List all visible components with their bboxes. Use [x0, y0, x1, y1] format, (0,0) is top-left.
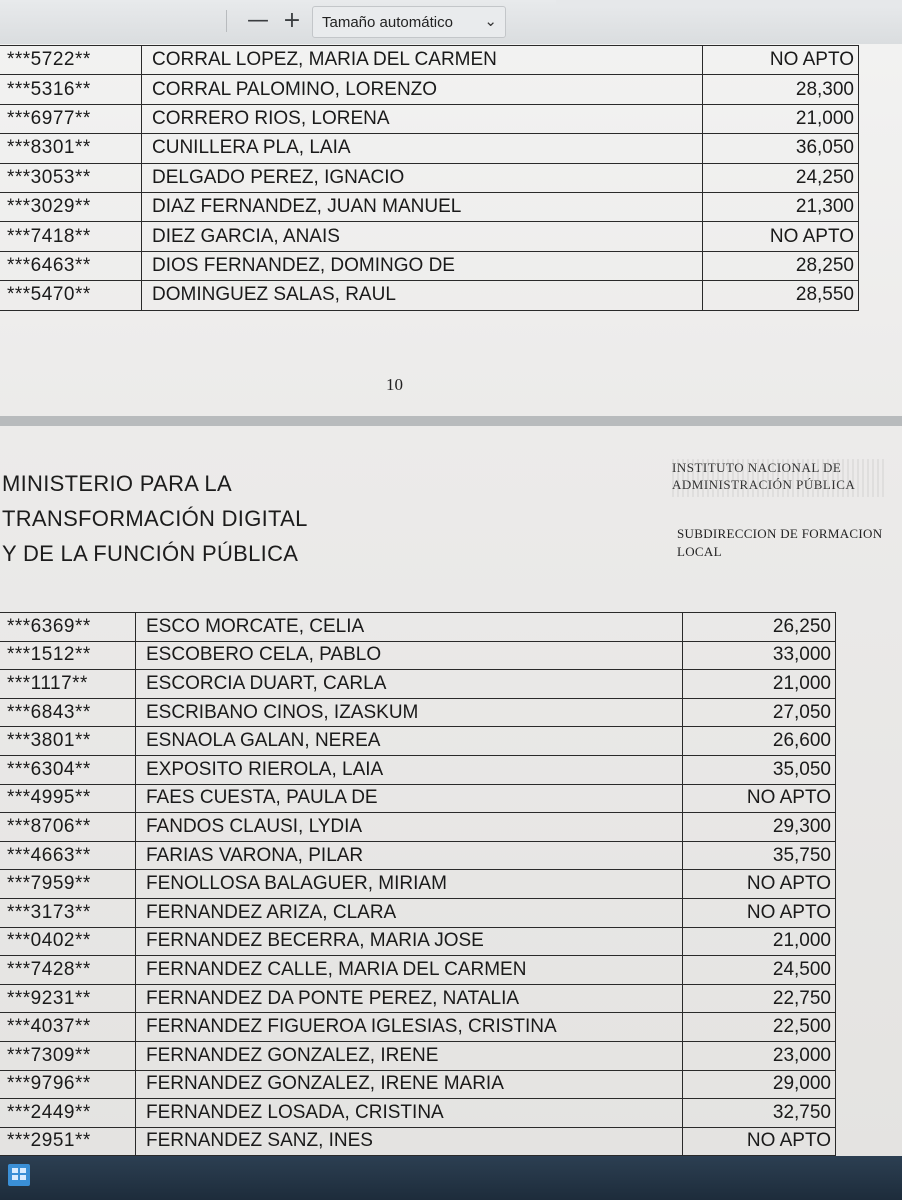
- table-row: [0, 755, 836, 784]
- dni-cell: ***7309**: [0, 1041, 136, 1070]
- score-cell: NO APTO: [703, 46, 859, 75]
- score-cell: 33,000: [683, 641, 836, 670]
- dni-cell: ***5722**: [0, 46, 142, 75]
- dni-cell: ***3173**: [0, 898, 136, 927]
- score-cell: 22,500: [683, 1013, 836, 1042]
- dni-cell: ***5470**: [0, 281, 142, 310]
- name-cell: CORRERO RIOS, LORENA: [142, 104, 703, 133]
- score-cell: 28,300: [703, 75, 859, 104]
- ministry-line-1: MINISTERIO PARA LA: [2, 471, 232, 496]
- name-cell: ESCORCIA DUART, CARLA: [136, 670, 683, 699]
- ministry-line-3: Y DE LA FUNCIÓN PÚBLICA: [2, 541, 299, 566]
- score-cell: 28,550: [703, 281, 859, 310]
- dni-cell: ***4037**: [0, 1013, 136, 1042]
- name-cell: DIOS FERNANDEZ, DOMINGO DE: [142, 251, 703, 280]
- score-cell: 32,750: [683, 1099, 836, 1128]
- subdirection-label: [677, 525, 882, 561]
- table-row: [0, 251, 859, 280]
- ministry-header: [2, 466, 308, 571]
- name-cell: FERNANDEZ GONZALEZ, IRENE MARIA: [136, 1070, 683, 1099]
- table-row: [0, 1099, 836, 1128]
- table-row: [0, 927, 836, 956]
- dni-cell: ***4663**: [0, 841, 136, 870]
- score-cell: 21,000: [683, 670, 836, 699]
- table-row: [0, 870, 836, 899]
- dni-cell: ***1117**: [0, 670, 136, 699]
- dni-cell: ***8706**: [0, 813, 136, 842]
- name-cell: ESCO MORCATE, CELIA: [136, 613, 683, 642]
- name-cell: FERNANDEZ DA PONTE PEREZ, NATALIA: [136, 984, 683, 1013]
- dni-cell: ***3801**: [0, 727, 136, 756]
- score-cell: 21,300: [703, 192, 859, 221]
- score-cell: 35,050: [683, 755, 836, 784]
- score-cell: NO APTO: [683, 898, 836, 927]
- score-cell: 28,250: [703, 251, 859, 280]
- table-row: [0, 46, 859, 75]
- table-row: [0, 1127, 836, 1156]
- dni-cell: ***9231**: [0, 984, 136, 1013]
- stamp-line-1: INSTITUTO NACIONAL DE: [672, 460, 842, 475]
- toolbar-separator: [226, 10, 227, 32]
- score-cell: 23,000: [683, 1041, 836, 1070]
- name-cell: FERNANDEZ LOSADA, CRISTINA: [136, 1099, 683, 1128]
- dni-cell: ***2951**: [0, 1127, 136, 1156]
- score-cell: 29,000: [683, 1070, 836, 1099]
- name-cell: EXPOSITO RIEROLA, LAIA: [136, 755, 683, 784]
- table-row: [0, 163, 859, 192]
- subdir-line-1: SUBDIRECCION DE FORMACION: [677, 526, 883, 541]
- dni-cell: ***6369**: [0, 613, 136, 642]
- score-cell: 22,750: [683, 984, 836, 1013]
- name-cell: FAES CUESTA, PAULA DE: [136, 784, 683, 813]
- table-row: [0, 698, 836, 727]
- pdf-toolbar: [0, 0, 902, 45]
- zoom-out-button[interactable]: —: [247, 8, 269, 33]
- dni-cell: ***4995**: [0, 784, 136, 813]
- table-row: [0, 192, 859, 221]
- name-cell: DIAZ FERNANDEZ, JUAN MANUEL: [142, 192, 703, 221]
- score-cell: 24,500: [683, 956, 836, 985]
- table-row: [0, 670, 836, 699]
- table-row: [0, 784, 836, 813]
- dni-cell: ***7418**: [0, 222, 142, 251]
- score-cell: NO APTO: [703, 222, 859, 251]
- dni-cell: ***7959**: [0, 870, 136, 899]
- name-cell: CORRAL PALOMINO, LORENZO: [142, 75, 703, 104]
- table-row: [0, 813, 836, 842]
- name-cell: ESCRIBANO CINOS, IZASKUM: [136, 698, 683, 727]
- name-cell: FERNANDEZ ARIZA, CLARA: [136, 898, 683, 927]
- score-cell: 27,050: [683, 698, 836, 727]
- taskbar: [0, 1156, 902, 1200]
- zoom-select[interactable]: [312, 6, 506, 38]
- dni-cell: ***9796**: [0, 1070, 136, 1099]
- name-cell: FERNANDEZ CALLE, MARIA DEL CARMEN: [136, 956, 683, 985]
- dni-cell: ***6843**: [0, 698, 136, 727]
- dni-cell: ***3053**: [0, 163, 142, 192]
- page-divider: [0, 416, 902, 426]
- dni-cell: ***1512**: [0, 641, 136, 670]
- table-row: [0, 1013, 836, 1042]
- score-cell: NO APTO: [683, 784, 836, 813]
- table-row: [0, 134, 859, 163]
- name-cell: CORRAL LOPEZ, MARIA DEL CARMEN: [142, 46, 703, 75]
- dni-cell: ***7428**: [0, 956, 136, 985]
- toolbar-edge: [556, 0, 902, 6]
- name-cell: DIEZ GARCIA, ANAIS: [142, 222, 703, 251]
- table-row: [0, 613, 836, 642]
- name-cell: ESCOBERO CELA, PABLO: [136, 641, 683, 670]
- page-number: 10: [386, 375, 403, 394]
- dni-cell: ***0402**: [0, 927, 136, 956]
- score-cell: 21,000: [683, 927, 836, 956]
- score-cell: NO APTO: [683, 1127, 836, 1156]
- chevron-down-icon: ⌄: [484, 13, 497, 30]
- dni-cell: ***6463**: [0, 251, 142, 280]
- table-row: [0, 956, 836, 985]
- name-cell: FENOLLOSA BALAGUER, MIRIAM: [136, 870, 683, 899]
- table-row: [0, 1041, 836, 1070]
- table-row: [0, 641, 836, 670]
- spreadsheet-icon[interactable]: [8, 1164, 30, 1186]
- name-cell: ESNAOLA GALAN, NEREA: [136, 727, 683, 756]
- name-cell: DOMINGUEZ SALAS, RAUL: [142, 281, 703, 310]
- subdir-line-2: LOCAL: [677, 544, 722, 559]
- dni-cell: ***6977**: [0, 104, 142, 133]
- table-row: [0, 898, 836, 927]
- table-row: [0, 222, 859, 251]
- dni-cell: ***6304**: [0, 755, 136, 784]
- name-cell: FERNANDEZ GONZALEZ, IRENE: [136, 1041, 683, 1070]
- name-cell: CUNILLERA PLA, LAIA: [142, 134, 703, 163]
- zoom-select-value: Tamaño automático: [322, 14, 453, 31]
- dni-cell: ***2449**: [0, 1099, 136, 1128]
- stamp-line-2: ADMINISTRACIÓN PÚBLICA: [672, 477, 856, 492]
- dni-cell: ***8301**: [0, 134, 142, 163]
- score-cell: 26,600: [683, 727, 836, 756]
- score-cell: 26,250: [683, 613, 836, 642]
- table-row: [0, 841, 836, 870]
- results-table-page-11: [0, 612, 836, 1156]
- score-cell: NO APTO: [683, 870, 836, 899]
- results-table-page-10: [0, 45, 859, 311]
- table-row: [0, 281, 859, 310]
- table-row: [0, 75, 859, 104]
- table-row: [0, 984, 836, 1013]
- name-cell: FERNANDEZ BECERRA, MARIA JOSE: [136, 927, 683, 956]
- name-cell: DELGADO PEREZ, IGNACIO: [142, 163, 703, 192]
- score-cell: 29,300: [683, 813, 836, 842]
- dni-cell: ***5316**: [0, 75, 142, 104]
- dni-cell: ***3029**: [0, 192, 142, 221]
- name-cell: FARIAS VARONA, PILAR: [136, 841, 683, 870]
- name-cell: FANDOS CLAUSI, LYDIA: [136, 813, 683, 842]
- ministry-line-2: TRANSFORMACIÓN DIGITAL: [2, 506, 308, 531]
- score-cell: 36,050: [703, 134, 859, 163]
- score-cell: 35,750: [683, 841, 836, 870]
- name-cell: FERNANDEZ SANZ, INES: [136, 1127, 683, 1156]
- score-cell: 24,250: [703, 163, 859, 192]
- table-row: [0, 104, 859, 133]
- name-cell: FERNANDEZ FIGUEROA IGLESIAS, CRISTINA: [136, 1013, 683, 1042]
- table-row: [0, 727, 836, 756]
- institute-stamp: [672, 459, 884, 497]
- table-row: [0, 1070, 836, 1099]
- zoom-in-button[interactable]: +: [282, 8, 302, 33]
- score-cell: 21,000: [703, 104, 859, 133]
